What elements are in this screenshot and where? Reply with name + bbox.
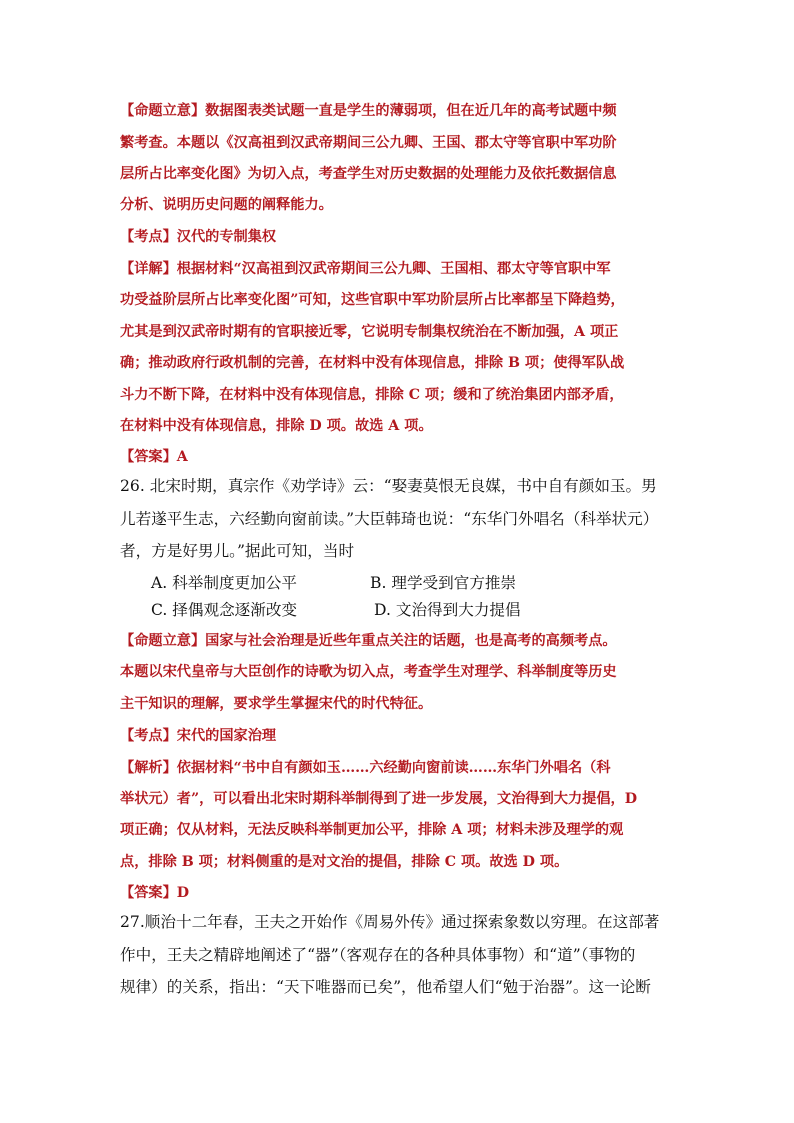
q26-stem-line-2: 儿若遂平生志，六经勤向窗前读。”大臣韩琦也说：“东华门外唱名（科举状元）	[120, 510, 659, 528]
q26-jiexi-line-1: 【解析】依据材料“书中自有颜如玉……六经勤向窗前读……东华门外唱名（科	[120, 760, 611, 776]
answer-tag: 【答案】	[120, 885, 177, 901]
q25-xiangjie-line-2: 功受益阶层所占比率变化图”可知，这些官职中军功阶层所占比率都呈下降趋势，	[120, 292, 625, 308]
q26-mingti-line-1: 【命题立意】国家与社会治理是近些年重点关注的话题，也是高考的高频考点。	[120, 633, 617, 649]
q25-xiangjie-line-6: 在材料中没有体现信息，排除 D 项。故选 A 项。	[120, 418, 433, 434]
q25-xiangjie-line-1: 【详解】根据材料“汉高祖到汉武帝期间三公九卿、王国相、郡太守等官职中军	[120, 261, 611, 277]
mingti-tag: 【命题立意】	[120, 633, 206, 649]
q25-answer: 【答案】A	[120, 449, 188, 465]
q25-mingti-line-3: 层所占比率变化图》为切入点，考查学生对历史数据的处理能力及依托数据信息	[120, 166, 617, 182]
q26-option-b: B. 理学受到官方推崇	[370, 574, 517, 592]
q25-mingti-line-4: 分析、说明历史问题的阐释能力。	[120, 197, 333, 213]
q27-stem-line-1: 27.顺治十二年春，王夫之开始作《周易外传》通过探索象数以穷理。在这部著	[120, 913, 660, 931]
answer-tag: 【答案】	[120, 449, 177, 465]
q26-option-a: A. 科举制度更加公平	[151, 574, 297, 592]
xiangjie-tag: 【详解】	[120, 261, 177, 277]
kaodian-tag: 【考点】	[120, 728, 177, 744]
q25-xiangjie-line-3: 尤其是到汉武帝时期有的官职接近零，它说明专制集权统治在不断加强，A 项正	[120, 324, 619, 340]
q26-kaodian: 【考点】宋代的国家治理	[120, 728, 277, 744]
q26-option-d: D. 文治得到大力提倡	[374, 601, 521, 619]
q26-jiexi-line-4: 点，排除 B 项；材料侧重的是对文治的提倡，排除 C 项。故选 D 项。	[120, 854, 569, 870]
jiexi-tag: 【解析】	[120, 760, 177, 776]
q26-mingti-line-2: 本题以宋代皇帝与大臣创作的诗歌为切入点，考查学生对理学、科举制度等历史	[120, 664, 617, 680]
q26-jiexi-line-2: 举状元）者”，可以看出北宋时期科举制得到了进一步发展，文治得到大力提倡，D	[120, 791, 638, 807]
mingti-tag: 【命题立意】	[120, 103, 206, 119]
q25-xiangjie-line-5: 斗力不断下降，在材料中没有体现信息，排除 C 项；缓和了统治集团内部矛盾，	[120, 387, 624, 403]
q26-answer: 【答案】D	[120, 885, 190, 901]
q26-option-c: C. 择偶观念逐渐改变	[151, 601, 298, 619]
q25-mingti-line-2: 繁考查。本题以《汉高祖到汉武帝期间三公九卿、王国、郡太守等官职中军功阶	[120, 135, 617, 151]
kaodian-tag: 【考点】	[120, 229, 177, 245]
q27-stem-line-3: 规律）的关系，指出：“天下唯器而已矣”，他希望人们“勉于治器”。这一论断	[120, 978, 651, 996]
q27-stem-line-2: 作中，王夫之精辟地阐述了“器”（客观存在的各种具体事物）和“道”（事物的	[120, 946, 636, 964]
q26-mingti-line-3: 主干知识的理解，要求学生掌握宋代的时代特征。	[120, 696, 433, 712]
q26-stem-line-1: 26. 北宋时期，真宗作《劝学诗》云：“娶妻莫恨无良媒，书中自有颜如玉。男	[120, 477, 657, 495]
q25-kaodian: 【考点】汉代的专制集权	[120, 229, 277, 245]
q26-stem-line-3: 者，方是好男儿。”据此可知，当时	[120, 542, 355, 560]
q26-jiexi-line-3: 项正确；仅从材料，无法反映科举制更加公平，排除 A 项；材料未涉及理学的观	[120, 822, 624, 838]
q25-xiangjie-line-4: 确；推动政府行政机制的完善，在材料中没有体现信息，排除 B 项；使得军队战	[120, 355, 625, 371]
q25-mingti-line-1: 【命题立意】数据图表类试题一直是学生的薄弱项，但在近几年的高考试题中频	[120, 103, 617, 119]
